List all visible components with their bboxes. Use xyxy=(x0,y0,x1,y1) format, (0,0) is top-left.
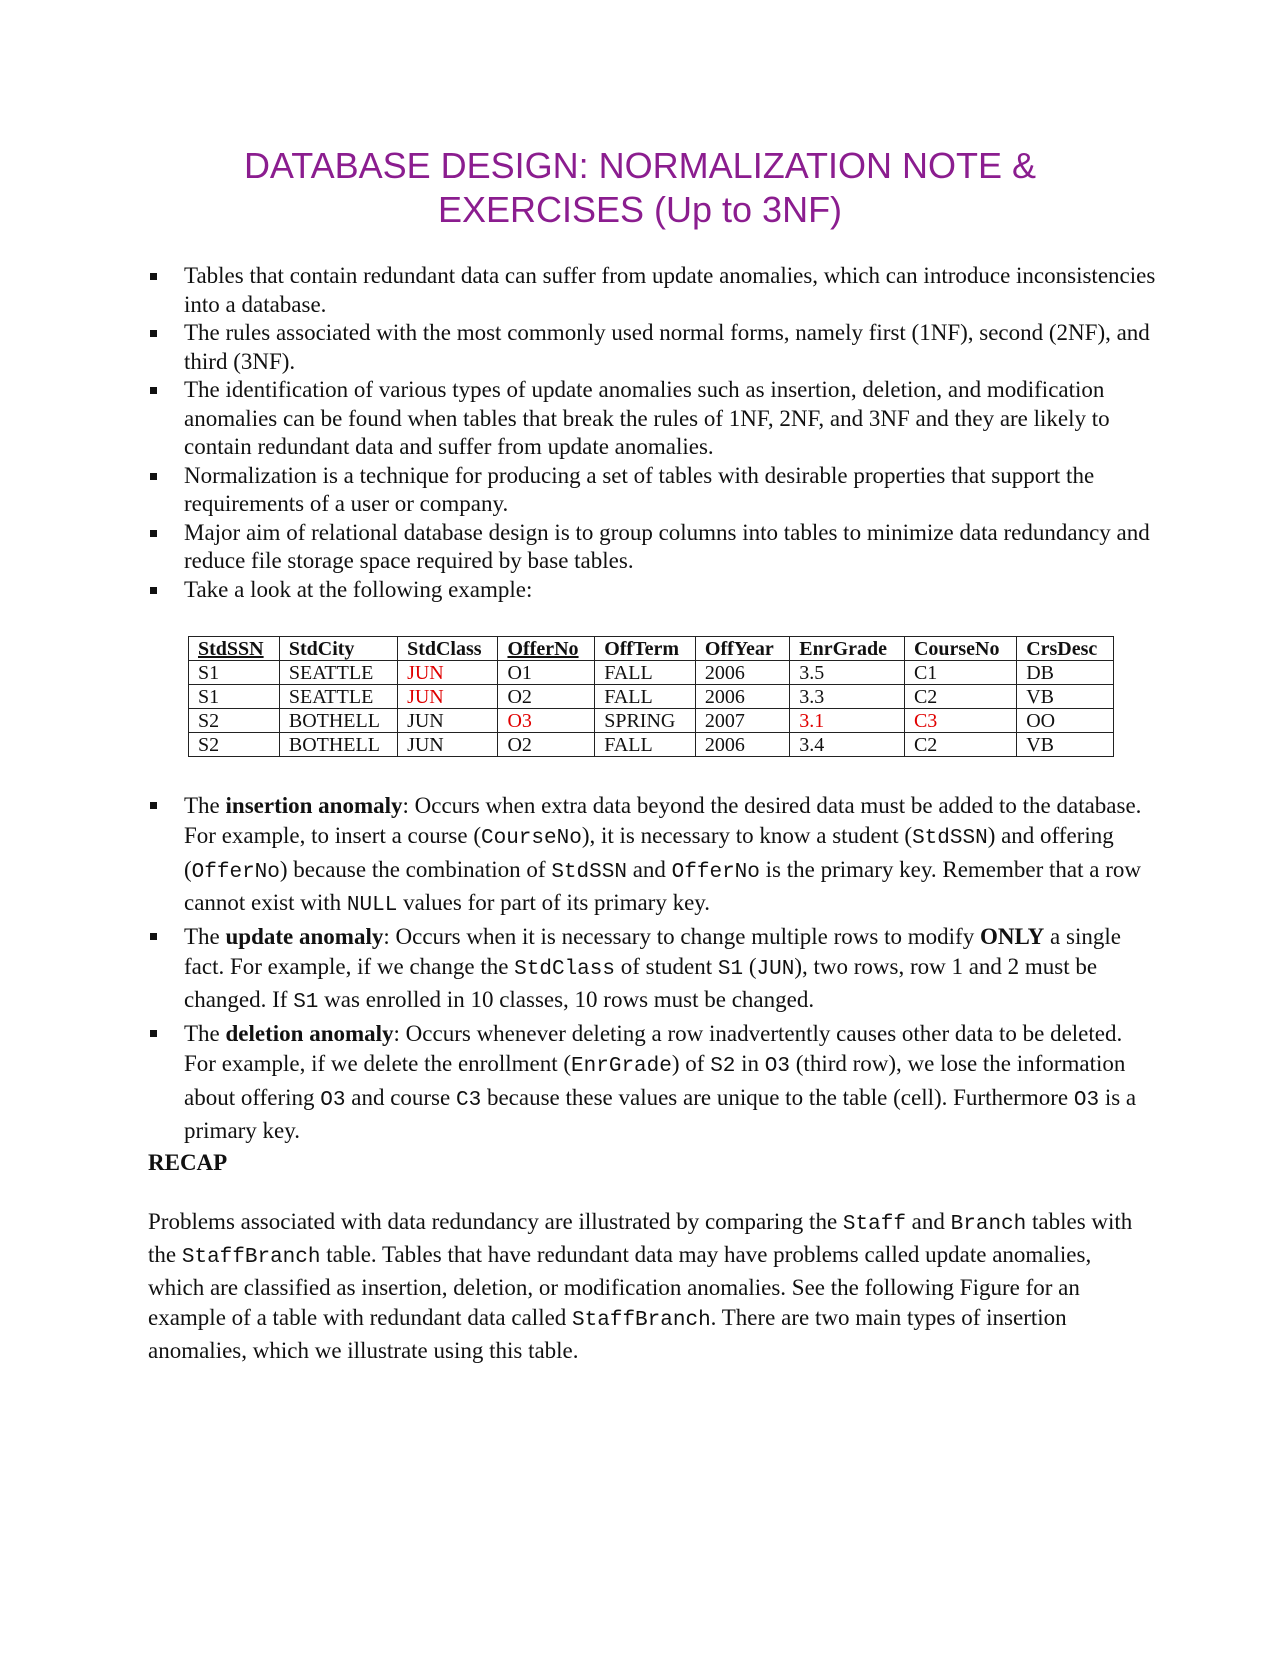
bullet-text: The identification of various types of update anomalies such as insertion, deletion, and modification anomalies can be found when tables that break the rules of 1NF, 2NF, and 3NF and they are likely to contain redundant data and suffer from update anomalies. xyxy=(184,377,1110,459)
code-term: StdSSN xyxy=(551,860,627,884)
text: : Occurs when extra data beyond the desired data must be added to the database. For example, to insert a course ( xyxy=(184,793,1142,849)
bullet-icon xyxy=(150,933,157,940)
table-cell: S1 xyxy=(189,661,280,685)
bullet-text: The rules associated with the most commonly used normal forms, namely first (1NF), second (2NF), and third (3NF). xyxy=(184,320,1150,374)
recap-paragraph xyxy=(148,1207,1138,1366)
table-cell: O2 xyxy=(498,733,595,757)
term: update anomaly xyxy=(225,923,384,949)
table-cell: O1 xyxy=(498,661,595,685)
table-cell: S2 xyxy=(189,733,280,757)
text: ), two rows, row 1 and 2 must be changed. If xyxy=(184,954,1098,1013)
text: The xyxy=(184,923,226,949)
text: ), it is necessary to know a student ( xyxy=(581,823,913,849)
table-cell: VB xyxy=(1017,733,1114,757)
table-cell: JUN xyxy=(398,733,498,757)
table-cell: BOTHELL xyxy=(279,709,397,733)
bullet-text: Take a look at the following example: xyxy=(184,576,533,602)
text: because these values are unique to the table (cell). Furthermore xyxy=(481,1084,1074,1110)
column-header: CourseNo xyxy=(904,637,1016,661)
text: of student xyxy=(615,954,718,980)
code-term: Branch xyxy=(950,1213,1027,1236)
title-line-1: DATABASE DESIGN: NORMALIZATION NOTE & xyxy=(243,145,1037,186)
bullet-icon xyxy=(150,473,157,480)
table-cell: O2 xyxy=(498,685,595,709)
bullet-text: Tables that contain redundant data can suffer from update anomalies, which can introduce inconsistencies into a database. xyxy=(184,263,1156,317)
text: (third row), we lose the information about offering xyxy=(184,1051,1126,1110)
code-term: JUN xyxy=(756,958,795,982)
column-header: OfferNo xyxy=(498,637,595,661)
list-item xyxy=(148,376,1158,462)
deletion-anomaly-item xyxy=(148,1019,1158,1147)
code-term: OfferNo xyxy=(671,860,760,884)
table-cell: FALL xyxy=(595,685,696,709)
table-cell: S1 xyxy=(189,685,280,709)
bullet-icon xyxy=(150,587,157,594)
table-cell: DB xyxy=(1017,661,1114,685)
table-cell: 2006 xyxy=(695,733,789,757)
text: values for part of its primary key. xyxy=(397,890,711,916)
text: . There are two main types of insertion anomalies, which we illustrate using this table. xyxy=(148,1305,1067,1363)
table-cell: SEATTLE xyxy=(279,661,397,685)
text: ) because the combination of xyxy=(279,856,552,882)
column-header: StdCity xyxy=(279,637,397,661)
code-term: O3 xyxy=(320,1088,346,1112)
column-header: CrsDesc xyxy=(1017,637,1114,661)
table-cell: 2006 xyxy=(695,685,789,709)
column-header: OffTerm xyxy=(595,637,696,661)
table-cell: 3.4 xyxy=(790,733,905,757)
text: was enrolled in 10 classes, 10 rows must be changed. xyxy=(318,987,815,1013)
term: deletion anomaly xyxy=(225,1020,394,1046)
table-cell: SPRING xyxy=(595,709,696,733)
text: a single fact. For example, if we change the xyxy=(184,923,1121,980)
text: in xyxy=(735,1051,765,1077)
code-term: StaffBranch xyxy=(572,1309,711,1332)
text: and xyxy=(626,856,672,882)
list-item xyxy=(148,462,1158,519)
code-term: NULL xyxy=(346,894,398,918)
code-term: S2 xyxy=(710,1055,736,1079)
table-cell-highlighted: O3 xyxy=(498,709,595,733)
page-title xyxy=(150,144,1130,232)
title-line-2: EXERCISES (Up to 3NF) xyxy=(437,189,843,230)
text: tables with the xyxy=(148,1209,1133,1267)
column-header: StdSSN xyxy=(189,637,280,661)
table-cell: S2 xyxy=(189,709,280,733)
column-header: EnrGrade xyxy=(790,637,905,661)
list-item xyxy=(148,319,1158,376)
table-cell: FALL xyxy=(595,661,696,685)
table-cell: 3.5 xyxy=(790,661,905,685)
text: and xyxy=(905,1209,951,1234)
text: and course xyxy=(345,1084,456,1110)
column-header: OffYear xyxy=(695,637,789,661)
table-cell: BOTHELL xyxy=(279,733,397,757)
table-cell: SEATTLE xyxy=(279,685,397,709)
bullet-icon xyxy=(150,530,157,537)
term: insertion anomaly xyxy=(225,793,403,818)
table-row xyxy=(189,709,1114,733)
table-row xyxy=(189,733,1114,757)
code-term: O3 xyxy=(764,1055,791,1079)
text: table. Tables that have redundant data may have problems called update anomalies, which are classified as insertion, deletion, or modification anomalies. See the following Figure for an example of a table with redundant data called xyxy=(148,1242,1092,1330)
bullet-icon xyxy=(150,330,157,337)
bullet-icon xyxy=(150,1030,157,1037)
bullet-text: Major aim of relational database design is to group columns into tables to minimize data redundancy and reduce file storage space required by base tables. xyxy=(184,519,1150,573)
bullet-icon xyxy=(150,802,157,809)
table-cell: C2 xyxy=(904,733,1016,757)
list-item xyxy=(148,262,1158,319)
table-cell: JUN xyxy=(398,709,498,733)
bullet-text: Normalization is a technique for producing a set of tables with desirable properties that support the requirements of a user or company. xyxy=(184,462,1095,516)
code-term: CourseNo xyxy=(481,827,582,851)
table-cell: 2007 xyxy=(695,709,789,733)
code-term: OfferNo xyxy=(191,860,280,884)
text: ) and offering ( xyxy=(184,823,1114,882)
table-cell: FALL xyxy=(595,733,696,757)
table-cell: OO xyxy=(1017,709,1114,733)
code-term: EnrGrade xyxy=(571,1055,672,1079)
table-cell: C1 xyxy=(904,661,1016,685)
update-anomaly-item xyxy=(148,922,1158,1019)
emphasis: ONLY xyxy=(979,923,1045,949)
table-cell: C2 xyxy=(904,685,1016,709)
example-table xyxy=(188,636,1114,757)
table-row xyxy=(189,685,1114,709)
text: : Occurs whenever deleting a row inadvertently causes other data to be deleted. For example, if we delete the enrollment ( xyxy=(184,1020,1123,1077)
code-term: S1 xyxy=(293,991,319,1015)
text: ) of xyxy=(671,1051,711,1077)
code-term: O3 xyxy=(1073,1088,1100,1112)
text: The xyxy=(184,1020,226,1046)
insertion-anomaly-item xyxy=(148,791,1158,922)
list-item xyxy=(148,519,1158,576)
text: ( xyxy=(743,954,757,980)
table-cell-highlighted: JUN xyxy=(398,661,498,685)
intro-bullet-list xyxy=(148,262,1158,604)
table-cell-highlighted: JUN xyxy=(398,685,498,709)
text: is a primary key. xyxy=(184,1084,1137,1144)
table-cell: VB xyxy=(1017,685,1114,709)
table-row xyxy=(189,661,1114,685)
code-term: S1 xyxy=(717,958,744,982)
table-cell: 3.3 xyxy=(790,685,905,709)
code-term: StdSSN xyxy=(912,827,988,851)
anomaly-bullet-list xyxy=(148,791,1158,1146)
code-term: StdClass xyxy=(514,958,615,982)
code-term: Staff xyxy=(842,1213,906,1236)
code-term: C3 xyxy=(455,1088,482,1112)
table-cell-highlighted: 3.1 xyxy=(790,709,905,733)
text: Problems associated with data redundancy are illustrated by comparing the xyxy=(148,1209,843,1234)
table-header-row xyxy=(189,637,1114,661)
text: : Occurs when it is necessary to change multiple rows to modify xyxy=(383,923,980,949)
text: The xyxy=(184,793,226,818)
column-header: StdClass xyxy=(398,637,498,661)
text: is the primary key. Remember that a row cannot exist with xyxy=(184,856,1141,916)
list-item xyxy=(148,576,1158,605)
bullet-icon xyxy=(150,387,157,394)
code-term: StaffBranch xyxy=(181,1246,321,1269)
table-cell: 2006 xyxy=(695,661,789,685)
bullet-icon xyxy=(150,273,157,280)
recap-heading: RECAP xyxy=(148,1150,228,1175)
table-cell-highlighted: C3 xyxy=(904,709,1016,733)
